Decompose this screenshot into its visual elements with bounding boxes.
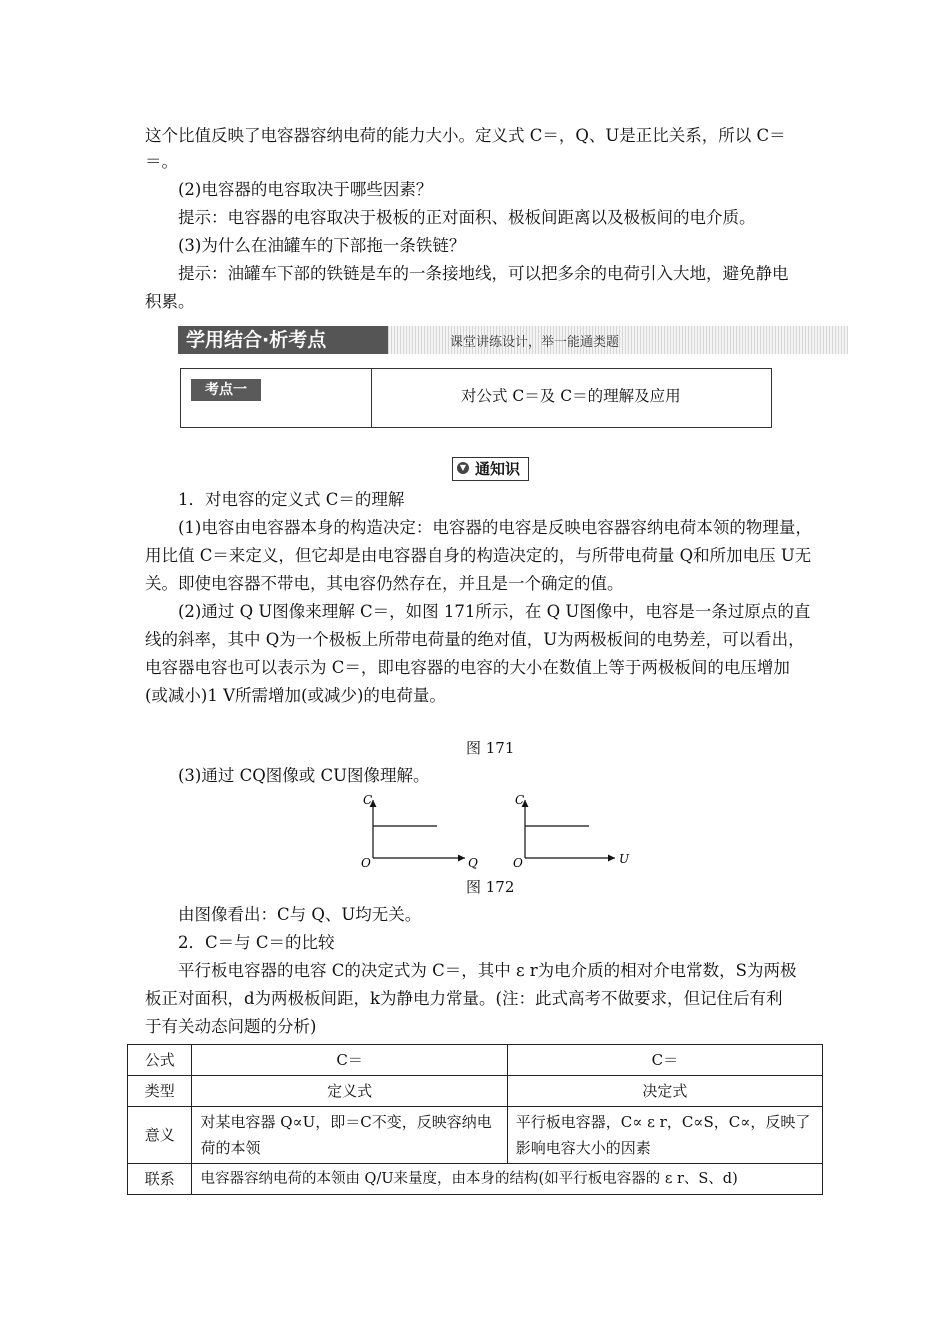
kaodian-title: 对公式 C＝及 C＝的理解及应用 bbox=[461, 387, 681, 405]
sec2-line-2: 板正对面积，d为两极板间距，k为静电力常量。(注：此式高考不做要求，但记住后有利 bbox=[145, 989, 783, 1008]
banner-title: 学用结合·析考点 bbox=[178, 326, 388, 354]
sec1-conclusion: 由图像看出：C与 Q、U均无关。 bbox=[178, 905, 422, 924]
figure-172-caption: 图 172 bbox=[466, 878, 515, 896]
table-cell: C＝ bbox=[507, 1045, 822, 1076]
answer-3-line-1: 提示：油罐车下部的铁链是车的一条接地线，可以把多余的电荷引入大地，避免静电 bbox=[178, 264, 789, 283]
sec1-p1-line-2: 用比值 C＝来定义，但它却是由电容器自身的构造决定的，与所带电荷量 Q和所加电压 U无 bbox=[145, 546, 812, 565]
table-cell: 平行板电容器，C∝ ε r，C∝S，C∝，反映了影响电容大小的因素 bbox=[507, 1107, 822, 1164]
table-row bbox=[128, 1164, 823, 1195]
answer-2: 提示：电容器的电容取决于极板的正对面积、极板间距离以及极板间的电介质。 bbox=[178, 208, 756, 227]
section-2-heading: 2．C＝与 C＝的比较 bbox=[178, 933, 335, 952]
sec1-p2-line-4: (或减小)1 V所需增加(或减少)的电荷量。 bbox=[145, 686, 446, 705]
answer-3-line-2: 积累。 bbox=[145, 292, 195, 311]
table-cell: 公式 bbox=[128, 1045, 192, 1076]
table-row bbox=[128, 1045, 823, 1076]
table-cell: 电容器容纳电荷的本领由 Q/U来量度，由本身的结构(如平行板电容器的 ε r、S、d) bbox=[192, 1164, 823, 1195]
right-origin-label: O bbox=[513, 856, 523, 870]
table-cell: 意义 bbox=[128, 1107, 192, 1164]
kaodian-tag: 考点一 bbox=[191, 379, 261, 401]
left-x-label: Q bbox=[468, 856, 478, 870]
table-cell: 对某电容器 Q∝U，即＝C不变，反映容纳电荷的本领 bbox=[192, 1107, 507, 1164]
tong-zhishi-text: 通知识 bbox=[475, 460, 521, 478]
table-cell: 联系 bbox=[128, 1164, 192, 1195]
intro-line-2: ＝。 bbox=[145, 152, 178, 171]
sec2-line-1: 平行板电容器的电容 C的决定式为 C＝，其中 ε r为电介质的相对介电常数，S为两极 bbox=[178, 961, 797, 980]
comparison-table bbox=[127, 1044, 823, 1195]
sec1-p2-line-3: 电容器电容也可以表示为 C＝，即电容器的电容的大小在数值上等于两极板间的电压增加 bbox=[145, 658, 790, 677]
section-1-heading: 1．对电容的定义式 C＝的理解 bbox=[178, 490, 405, 509]
tong-zhishi-label bbox=[452, 457, 529, 481]
figure-172-graphs bbox=[355, 790, 645, 875]
kaodian-label-cell bbox=[181, 369, 372, 427]
table-cell: 类型 bbox=[128, 1076, 192, 1107]
sec1-p2-line-2: 线的斜率，其中 Q为一个极板上所带电荷量的绝对值，U为两极板间的电势差，可以看出， bbox=[145, 630, 805, 649]
table-cell: C＝ bbox=[192, 1045, 507, 1076]
kaodian-box bbox=[180, 368, 772, 428]
right-x-label: U bbox=[619, 852, 630, 866]
table-row bbox=[128, 1107, 823, 1164]
question-2: (2)电容器的电容取决于哪些因素？ bbox=[178, 180, 433, 199]
sec1-p1-line-1: (1)电容由电容器本身的构造决定：电容器的电容是反映电容器容纳电荷本领的物理量， bbox=[178, 518, 812, 537]
right-y-label: C bbox=[515, 793, 525, 807]
left-origin-label: O bbox=[361, 856, 371, 870]
sec1-p2-line-1: (2)通过 Q U图像来理解 C＝，如图 171所示，在 Q U图像中，电容是一条过原点的直 bbox=[178, 602, 811, 621]
table-cell: 决定式 bbox=[507, 1076, 822, 1107]
table-row bbox=[128, 1076, 823, 1107]
down-arrow-icon: ▼ bbox=[457, 462, 469, 474]
sec2-line-3: 于有关动态问题的分析) bbox=[145, 1017, 317, 1036]
section-banner bbox=[178, 326, 848, 354]
sec1-p1-line-3: 关。即使电容器不带电，其电容仍然存在，并且是一个确定的值。 bbox=[145, 574, 624, 593]
figure-171-caption: 图 171 bbox=[466, 739, 515, 757]
sec1-p3: (3)通过 CQ图像或 CU图像理解。 bbox=[178, 766, 430, 785]
left-y-label: C bbox=[363, 793, 373, 807]
intro-line-1: 这个比值反映了电容器容纳电荷的能力大小。定义式 C＝，Q、U是正比关系，所以 C＝ bbox=[145, 126, 786, 145]
question-3: (3)为什么在油罐车的下部拖一条铁链？ bbox=[178, 236, 466, 255]
banner-subtitle: 课堂讲练设计，举一能通类题 bbox=[450, 335, 620, 350]
table-cell: 定义式 bbox=[192, 1076, 507, 1107]
